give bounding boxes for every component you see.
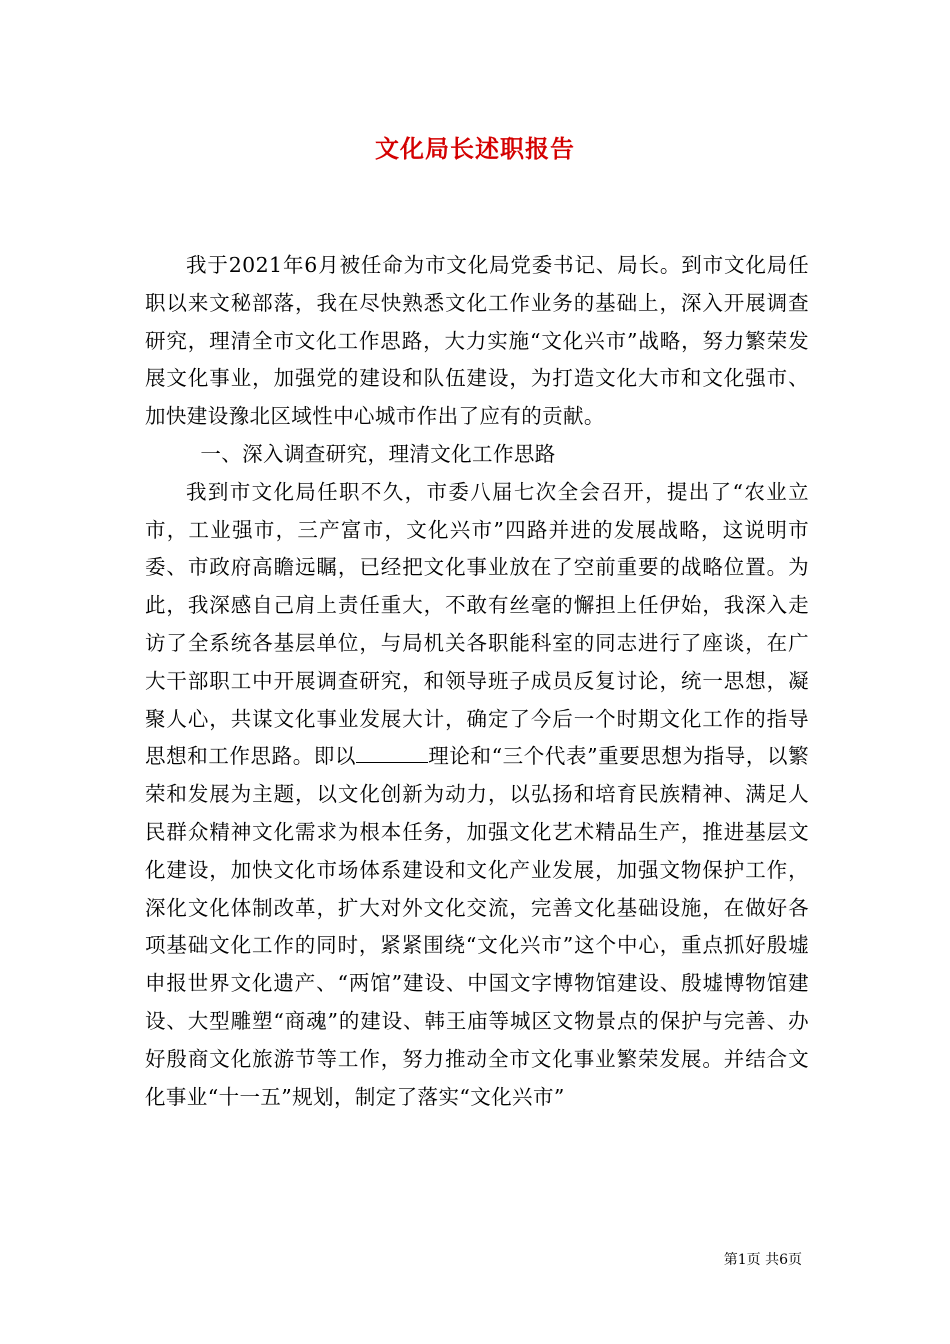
- page-number: 第1页 共6页: [723, 1252, 802, 1268]
- paragraph-research-part2: 理论和“三个代表”重要思想为指导，以繁荣和发展为主题，以文化创新为动力，以弘扬和培育民族精神、满足人民群众精神文化需求为根本任务，加强文化艺术精品生产，推进基层文化建设，加快文化市场体系建设和文化产业发展，加强文物保护工作，深化文化体制改革，扩大对外文化交流，完善文化基础设施，在做好各项基础文化工作的同时，紧紧围绕“文化兴市”这个中心，重点抓好殷墟申报世界文化遗产、“两馆”建设、中国文字博物馆建设、殷墟博物馆建设、大型雕塑“商魂”的建设、韩王庙等城区文物景点的保护与完善、办好殷商文化旅游节等工作，努力推动全市文化事业繁荣发展。并结合文化事业“十一五”规划，制定了落实“文化兴市”: [145, 744, 809, 1109]
- paragraph-intro: 我于2021年6月被任命为市文化局党委书记、局长。到市文化局任职以来文秘部落，我在尽快熟悉文化工作业务的基础上，深入开展调查研究，理清全市文化工作思路，大力实施“文化兴市”战略，努力繁荣发展文化事业，加强党的建设和队伍建设，为打造文化大市和文化强市、加快建设豫北区域性中心城市作出了应有的贡献。: [145, 253, 809, 429]
- blank-underline: [356, 742, 428, 763]
- document-body: [145, 247, 809, 1116]
- paragraph-research: [145, 474, 809, 1117]
- document-title: 文化局长述职报告: [375, 134, 575, 163]
- section-heading-1: 一、深入调查研究，理清文化工作思路: [200, 441, 556, 466]
- paragraph-research-part1: 我到市文化局任职不久，市委八届七次全会召开，提出了“农业立市，工业强市，三产富市，文化兴市”四路并进的发展战略，这说明市委、市政府高瞻远瞩，已经把文化事业放在了空前重要的战略位置。为此，我深感自己肩上责任重大，不敢有丝毫的懈担上任伊始，我深入走访了全系统各基层单位，与局机关各职能科室的同志进行了座谈，在广大干部职工中开展调查研究，和领导班子成员反复讨论，统一思想，凝聚人心，共谋文化事业发展大计，确定了今后一个时期文化工作的指导思想和工作思路。即以: [145, 479, 809, 769]
